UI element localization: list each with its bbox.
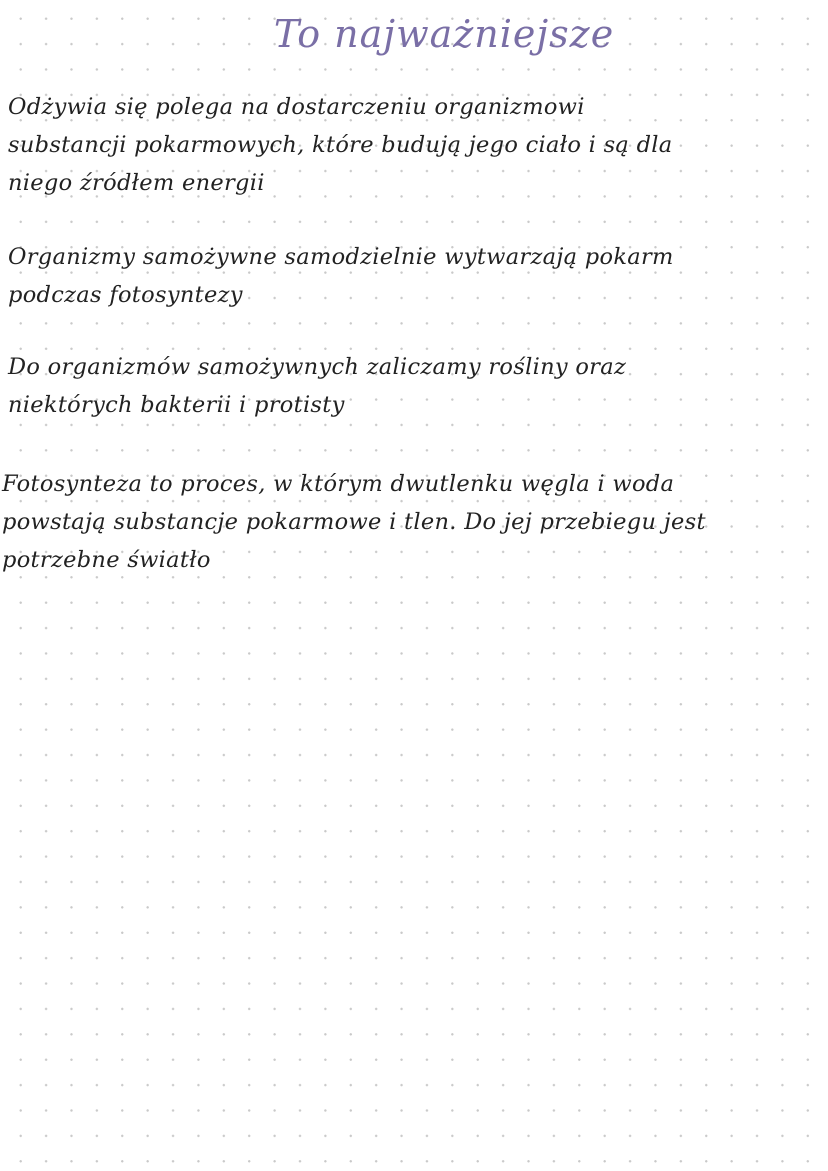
note-nutrition-definition: Odżywia się polega na dostarczeniu organizmowi substancji pokarmowych, które budują jego ciało i są dla niego źródłem energii: [8, 94, 673, 196]
page-title: To najważniejsze: [273, 12, 615, 56]
note-autotrophs-definition: Organizmy samożywne samodzielnie wytwarzają pokarm podczas fotosyntezy: [8, 244, 674, 308]
note-autotrophs-examples: Do organizmów samożywnych zaliczamy rośliny oraz niektórych bakterii i protisty: [8, 354, 627, 418]
note-photosynthesis-definition: Fotosynteza to proces, w którym dwutlenku węgla i woda powstają substancje pokarmowe i tlen. Do jej przebiegu jest potrzebne światło: [2, 471, 706, 573]
